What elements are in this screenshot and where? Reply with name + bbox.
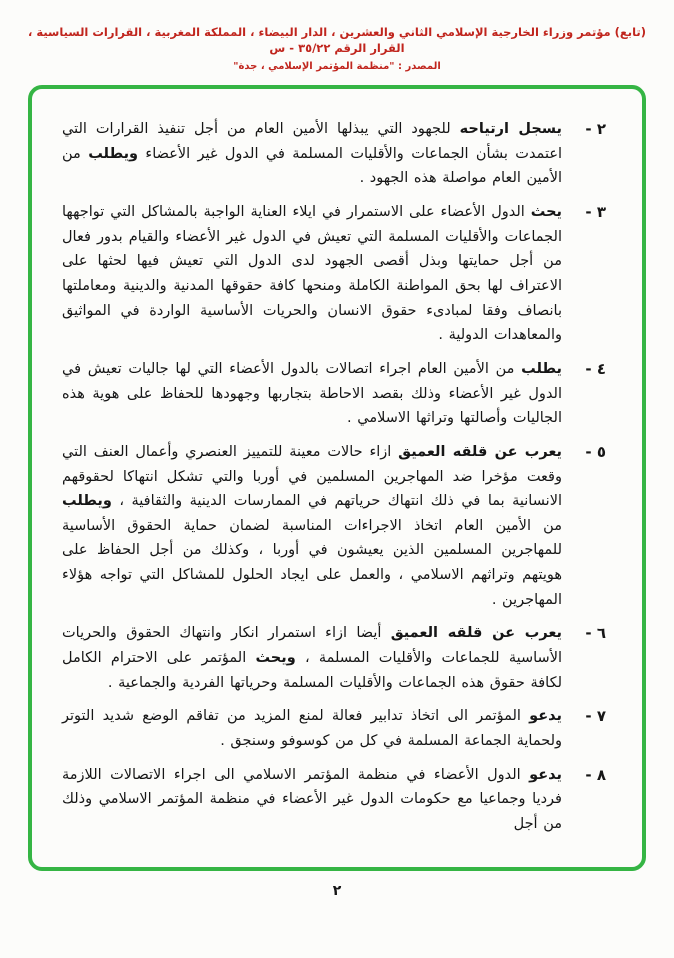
item-text-segment: الدول الأعضاء في منظمة المؤتمر الاسلامي الى اجراء الاتصالات اللازمة فرديا وجماعيا مع حكومات الدول غير الأعضاء في منظمة المؤتمر الاسلامي وذلك من أجل — [62, 766, 562, 832]
list-item — [62, 117, 606, 191]
item-text — [62, 621, 562, 695]
item-text-segment: ازاء حالات معينة للتمييز العنصري وأعمال العنف التي وقعت مؤخرا ضد المهاجرين المسلمين في أوربا والتي تشكل انتهاكا لحقوقهم الانسانية بما في ذلك انتهاك حرياتهم في الممارسات الدينية والثقافية ، — [62, 443, 562, 510]
header-title: (تابع) مؤتمر وزراء الخارجية الإسلامي الثاني والعشرين ، الدار البيضاء ، المملكة المغربية ، القرارات السياسية ، القرار الرقم ٣٥/٢٢ - س — [28, 25, 646, 56]
item-text — [62, 440, 562, 612]
item-text-bold-segment: ويحث — [255, 650, 296, 666]
item-text-bold-segment: يدعو — [529, 766, 562, 783]
item-text-bold-segment: يحث — [530, 204, 562, 221]
item-text — [62, 763, 562, 837]
item-text-segment: المؤتمر الى اتخاذ تدابير فعالة لمنع المزيد من تفاقم الوضع شديد التوتر ولحماية الجماعة المسلمة في كل من كوسوفو وسنجق . — [62, 708, 562, 749]
list-item — [62, 440, 606, 612]
item-number: ٢ - — [585, 120, 606, 139]
document-border-frame — [28, 85, 646, 871]
item-text-segment: المؤتمر على الاحترام الكامل لكافة حقوق هذه الجماعات والأقليات المسلمة وحرياتها الفردية والجماعية . — [62, 650, 562, 691]
document-header — [0, 0, 674, 72]
item-text-segment: للجهود التي يبذلها الأمين العام من أجل تنفيذ القرارات التي اعتمدت بشأن الجماعات والأقليات المسلمة في الدول غير الأعضاء — [62, 121, 562, 162]
item-text-bold-segment: يعرب عن قلقه العميق — [398, 443, 562, 460]
list-item — [62, 200, 606, 348]
list-item — [62, 763, 606, 837]
list-item — [62, 621, 606, 695]
item-text — [62, 357, 562, 431]
item-number: ٥ - — [585, 442, 606, 461]
item-text — [62, 117, 562, 191]
item-text-segment: من الأمين العام اجراء اتصالات بالدول الأعضاء التي لها جاليات تعيش في الدول غير الأعضاء وذلك بقصد الاحاطة بتجاربها وجهودها للحفاظ على هوية هذه الجاليات وأصالتها وتراثها الاسلامي . — [62, 360, 562, 427]
item-text-bold-segment: يعرب عن قلقه العميق — [390, 625, 562, 642]
item-text-bold-segment: يدعو — [529, 708, 562, 725]
item-text — [62, 704, 562, 753]
item-text-bold-segment: ويطلب — [62, 493, 112, 510]
item-text — [62, 200, 562, 348]
item-number: ٧ - — [585, 707, 606, 726]
page-number: ٢ — [332, 883, 342, 900]
list-item — [62, 704, 606, 753]
item-number: ٤ - — [585, 359, 606, 378]
item-text-bold-segment: يطلب — [521, 360, 562, 377]
header-source: المصدر : "منظمة المؤتمر الإسلامي ، جدة" — [233, 61, 441, 73]
item-number: ٦ - — [585, 624, 606, 643]
list-item — [62, 357, 606, 431]
item-text-segment: من الأمين العام مواصلة هذه الجهود . — [62, 145, 562, 187]
item-text-segment: من الأمين العام اتخاذ الاجراءات المناسبة لضمان حماية الحقوق الأساسية للمهاجرين المسلمين الذين يعيشون في أوربا ، وكذلك من أجل الحفاظ على هويتهم وتراثهم الاسلامي ، والعمل على ايجاد الحلول للمشاكل التي تواجه هؤلاء المهاجرين . — [62, 517, 562, 608]
item-number: ٨ - — [585, 765, 606, 784]
item-text-bold-segment: يسجل ارتياحه — [459, 121, 562, 138]
item-number: ٣ - — [585, 203, 606, 222]
item-text-bold-segment: ويطلب — [88, 145, 139, 162]
item-text-segment: أيضا ازاء استمرار انكار وانتهاك الحقوق والحريات الأساسية للجماعات والأقليات المسلمة ، — [62, 625, 562, 666]
item-text-segment: الدول الأعضاء على الاستمرار في ايلاء العناية الواجبة بالمشاكل التي تواجهها الجماعات والأقليات المسلمة التي تعيش في الدول غير الأعضاء والقيام بدور فعال من أجل حمايتها وبذل أقصى الجهود لدى الدول التي تعيش فيها لحثها على الاعتراف لها بحق المواطنة الكاملة ومنحها كافة حقوقها المدنية والدينية ومعاملتها بانصاف وفقا لمبادىء حقوق الانسان والحريات الأساسية الواردة في المواثيق والمعاهدات الدولية . — [62, 204, 562, 344]
